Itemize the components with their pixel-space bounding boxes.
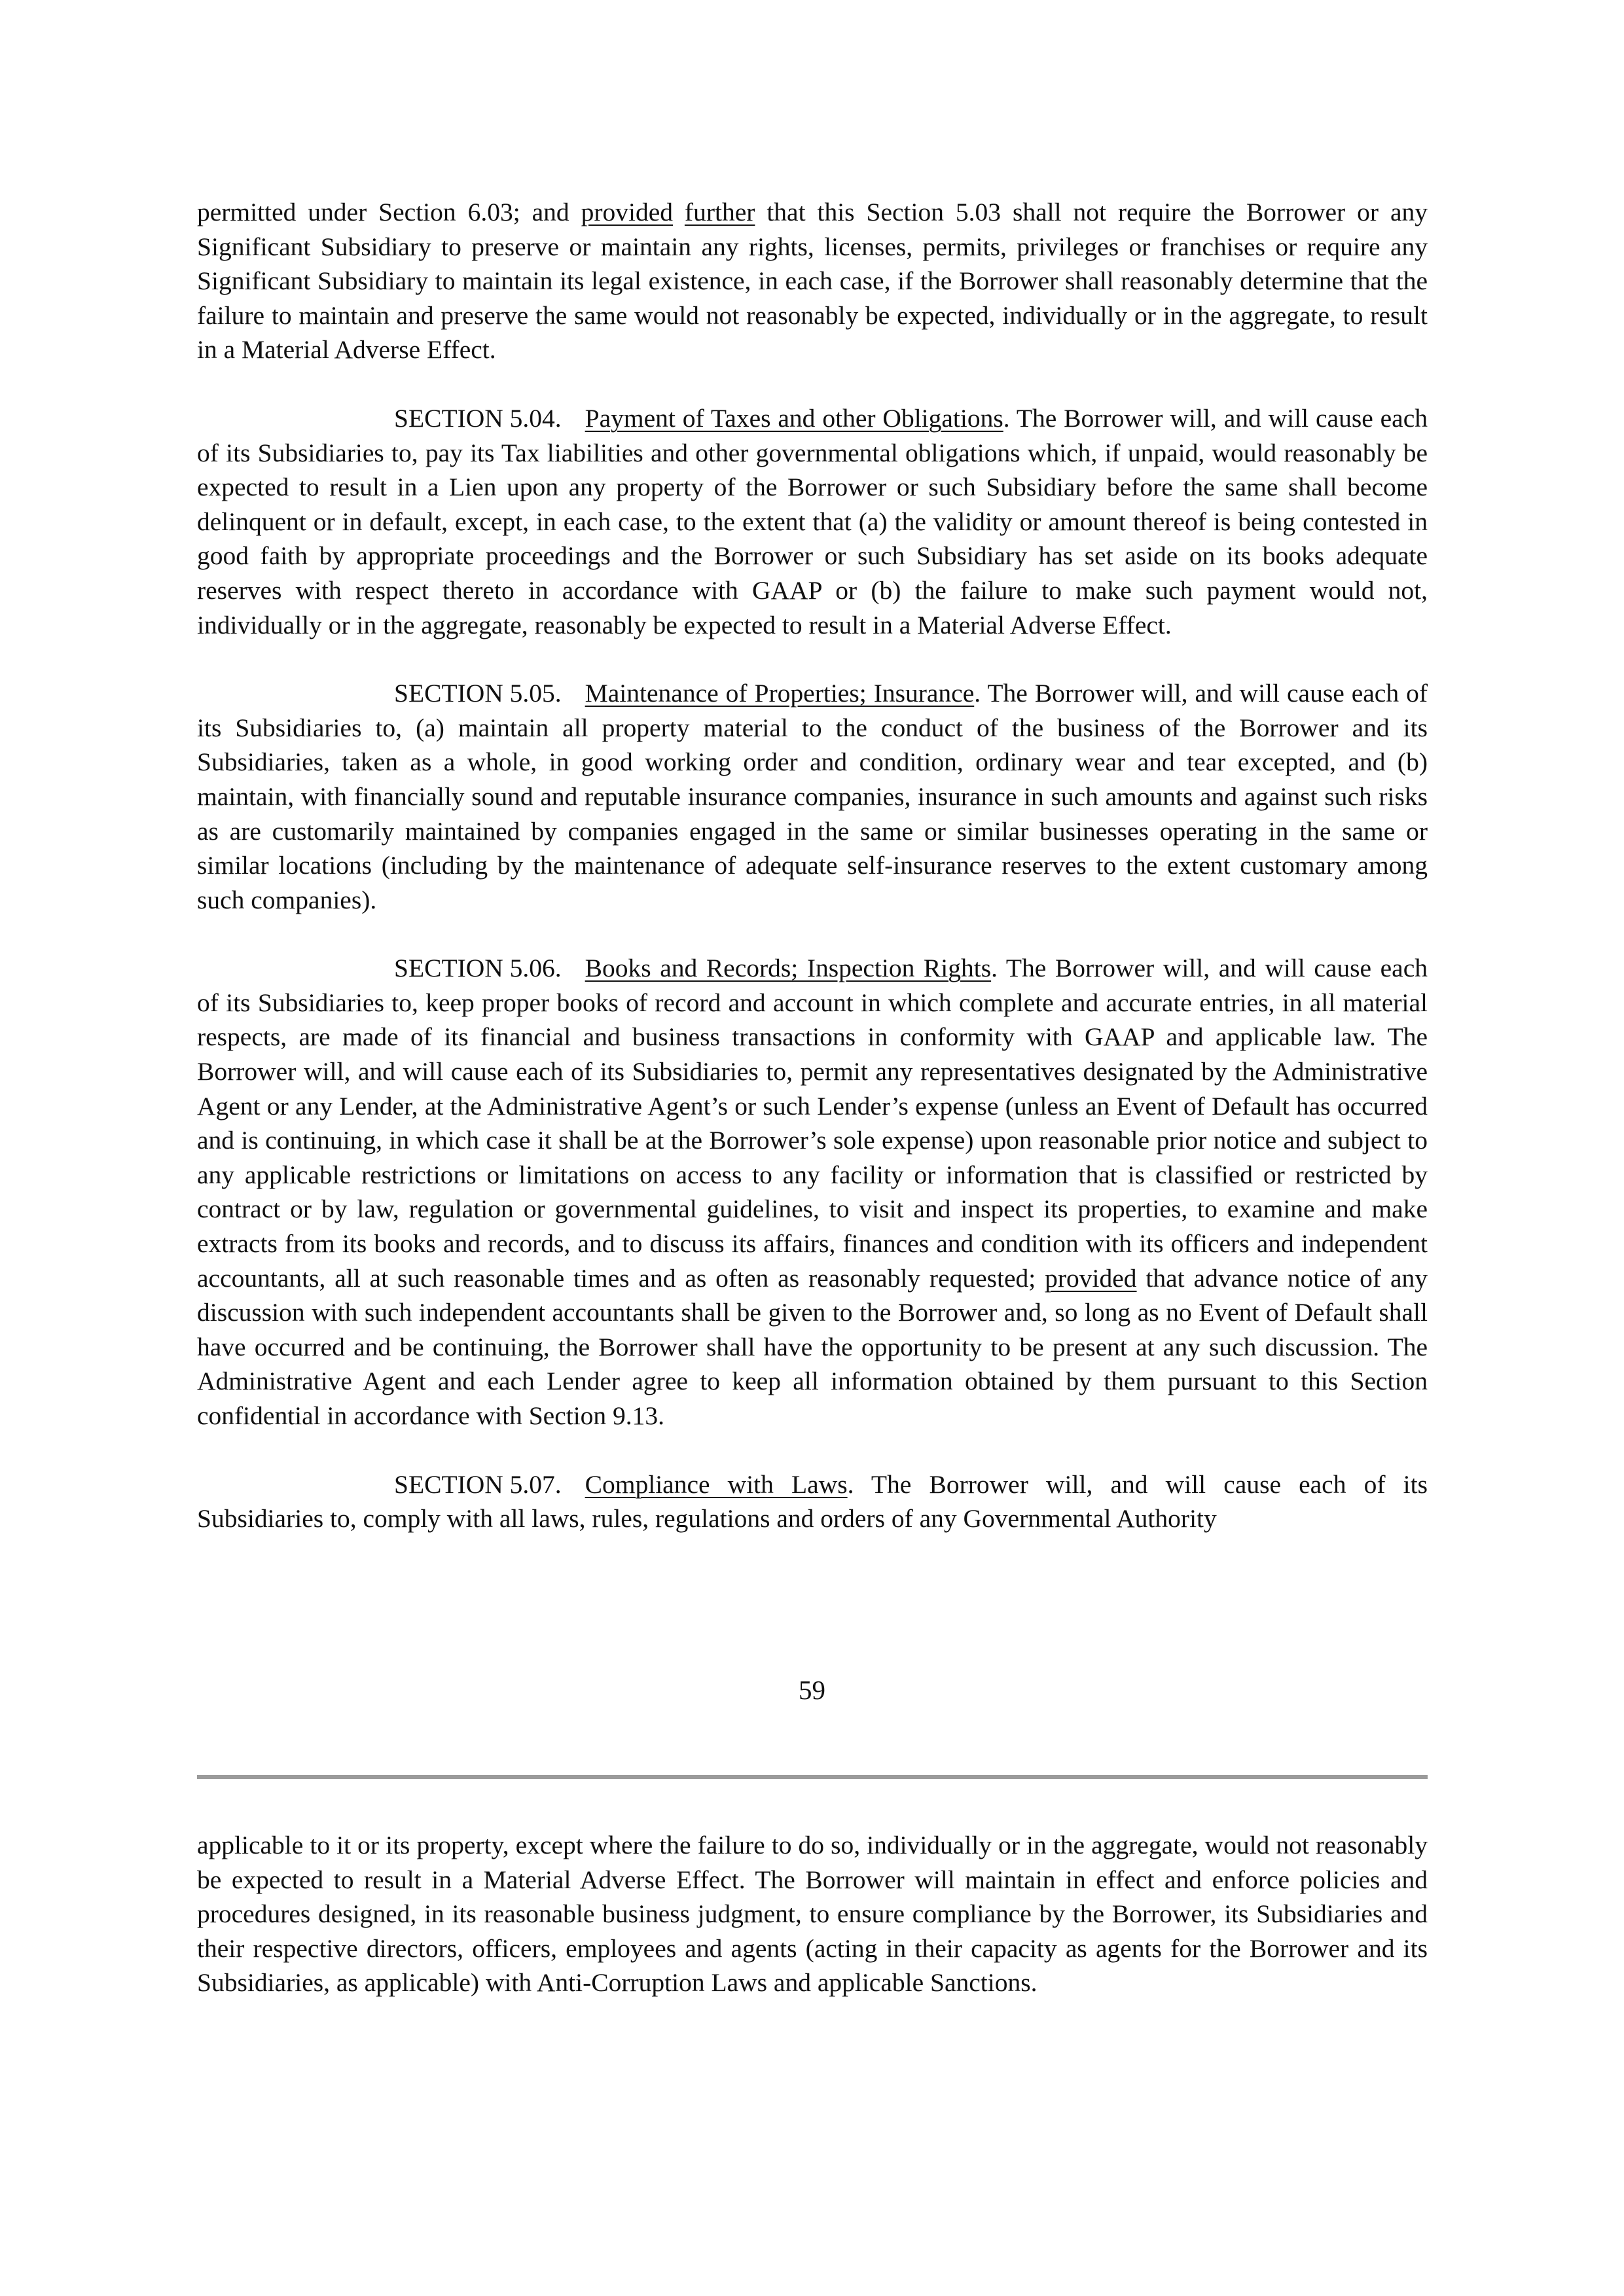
continued-paragraph-text: permitted under Section 6.03; and [197,198,581,226]
term-space [673,198,685,226]
page-number: 59 [799,1675,825,1705]
section-body-2: that advance notice of any discussion with such independent accountants shall be given to the Borrower and, so long as no Event of Default shall have occurred and be continuing, the Borrower shall have the opportunity to be present at any such discussion. The Administrative Agent and each Lender agree to keep all information obtained by them pursuant to this Section confidential in accordance with Section 9.13. [197,1263,1428,1430]
provided-term: provided [1045,1263,1137,1293]
further-term: further [684,198,755,226]
section-body: . The Borrower will, and will cause each of its Subsidiaries to, keep proper books of record and account in which complete and accurate entries, in all material respects, are made of its financial and business transactions in conformity with GAAP and applicable law. The Borrower will, and will cause each of its Subsidiaries to, permit any representatives designated by the Administrative Agent or any Lender, at the Administrative Agent’s or such Lender’s expense (unless an Event of Default has occurred and is continuing, in which case it shall be at the Borrower’s sole expense) upon reasonable prior notice and subject to any applicable restrictions or limitations on access to any facility or information that is classified or restricted by contract or by law, regulation or governmental guidelines, to visit and inspect its properties, to examine and make extracts from its books and records, and to discuss its affairs, finances and condition with its officers and independent accountants, all at such reasonable times and as often as reasonably requested; [197,954,1428,1293]
section-number: SECTION 5.05. [394,679,562,708]
section-5-04 [197,401,1428,642]
section-title: Books and Records; Inspection Rights [585,954,992,983]
provided-term: provided [581,198,673,226]
section-5-07 [197,1467,1428,1536]
section-title: Maintenance of Properties; Insurance [585,679,975,708]
continued-paragraph [197,195,1428,367]
page-59-text [197,195,1428,1536]
section-number: SECTION 5.06. [394,954,562,983]
section-body: . The Borrower will, and will cause each of its Subsidiaries to, (a) maintain all property material to the conduct of the business of the Borrower and its Subsidiaries, taken as a whole, in good working order and condition, ordinary wear and tear excepted, and (b) maintain, with financially sound and reputable insurance companies, insurance in such amounts and against such risks as are customarily maintained by companies engaged in the same or similar businesses operating in the same or similar locations (including by the maintenance of adequate self-insurance reserves to the extent customary among such companies). [197,679,1428,914]
section-body: . The Borrower will, and will cause each of its Subsidiaries to, comply with all laws, rules, regulations and orders of any Governmental Authority [197,1469,1428,1534]
page-60-text [197,1828,1428,2000]
continued-paragraph-text-2: that this Section 5.03 shall not require the Borrower or any Significant Subsidiary to preserve or maintain any rights, licenses, permits, privileges or franchises or require any Significant Subsidiary to maintain its legal existence, in each case, if the Borrower shall reasonably determine that the failure to maintain and preserve the same would not reasonably be expected, individually or in the aggregate, to result in a Material Adverse Effect. [197,198,1428,365]
next-page-paragraph: applicable to it or its property, except where the failure to do so, individually or in the aggregate, would not reasonably be expected to result in a Material Adverse Effect. The Borrower will maintain in effect and enforce policies and procedures designed, in its reasonable business judgment, to ensure compliance by the Borrower, its Subsidiaries and their respective directors, officers, employees and agents (acting in their capacity as agents for the Borrower and its Subsidiaries, as applicable) with Anti-Corruption Laws and applicable Sanctions. [197,1831,1428,1998]
section-title: Payment of Taxes and other Obligations [585,403,1003,433]
section-number: SECTION 5.04. [394,403,562,433]
section-5-06 [197,951,1428,1433]
section-5-05 [197,676,1428,917]
section-number: SECTION 5.07. [394,1469,562,1499]
section-title: Compliance with Laws [585,1469,848,1499]
section-body: . The Borrower will, and will cause each of its Subsidiaries to, pay its Tax liabilities and other governmental obligations which, if unpaid, would reasonably be expected to result in a Lien upon any property of the Borrower or such Subsidiary before the same shall become delinquent or in default, except, in each case, to the extent that (a) the validity or amount thereof is being contested in good faith by appropriate proceedings and the Borrower or such Subsidiary has set aside on its books adequate reserves with respect thereto in accordance with GAAP or (b) the failure to make such payment would not, individually or in the aggregate, reasonably be expected to result in a Material Adverse Effect. [197,403,1428,639]
page-divider [197,1775,1428,1779]
